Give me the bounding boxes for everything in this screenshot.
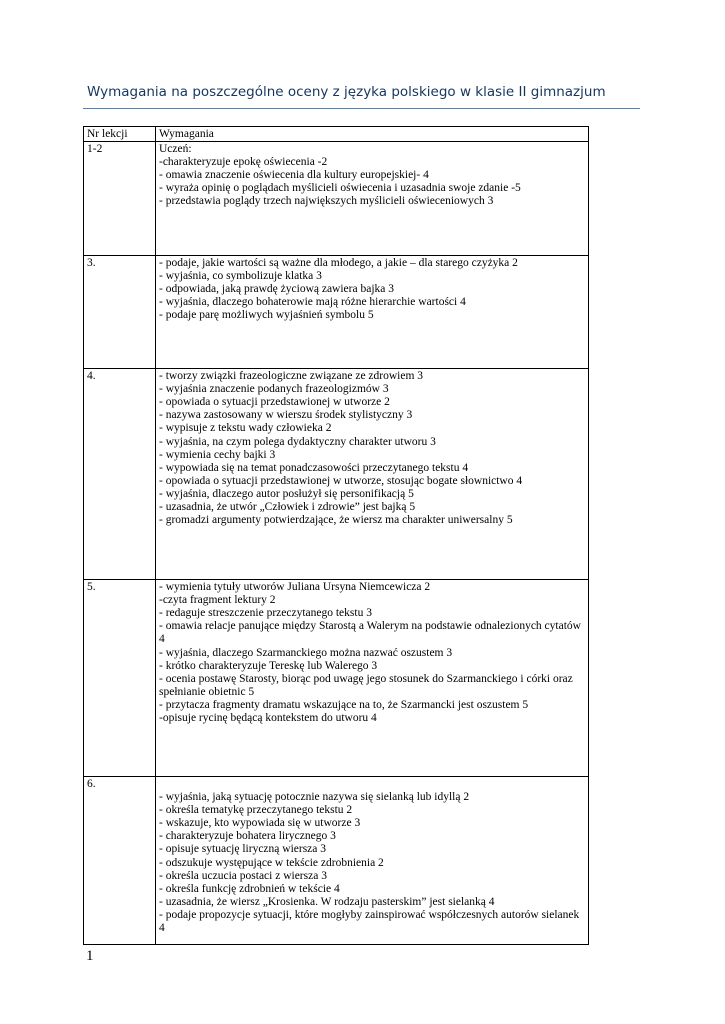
requirements-cell (156, 580, 589, 777)
requirements-cell (156, 142, 589, 256)
requirement-line: -opisuje rycinę będącą kontekstem do utworu 4 (159, 712, 377, 725)
document-title: Wymagania na poszczególne oceny z języka polskiego w klasie II gimnazjum (87, 84, 606, 100)
table-header-row (84, 127, 589, 142)
requirement-line: - przedstawia poglądy trzech największych myślicieli oświeceniowych 3 (159, 195, 494, 208)
requirement-line: - określa uczucia postaci z wiersza 3 (159, 869, 327, 882)
requirement-line: - wyjaśnia, na czym polega dydaktyczny charakter utworu 3 (159, 435, 436, 448)
lesson-cell: 5. (84, 580, 156, 777)
requirement-line: - opowiada o sytuacji przedstawionej w utworze 2 (159, 396, 390, 409)
requirement-line: - wyjaśnia, dlaczego bohaterowie mają różne hierarchie wartości 4 (159, 296, 466, 309)
requirement-line: - omawia znaczenie oświecenia dla kultury europejskiej- 4 (159, 169, 429, 182)
requirement-line: - wyraża opinię o poglądach myślicieli oświecenia i uzasadnia swoje zdanie -5 (159, 182, 521, 195)
table-row (84, 369, 589, 580)
requirement-line: - uzasadnia, że utwór „Człowiek i zdrowie” jest bajką 5 (159, 501, 416, 514)
cell-spacer (159, 778, 585, 791)
requirement-line: - wymienia cechy bajki 3 (159, 448, 276, 461)
table-row (84, 142, 589, 256)
requirement-line: - podaje parę możliwych wyjaśnień symbolu 5 (159, 309, 374, 322)
requirement-line: - krótko charakteryzuje Tereskę lub Walerego 3 (159, 659, 378, 672)
lesson-cell: 6. (84, 777, 156, 945)
requirements-table (83, 126, 589, 945)
requirement-line: - uzasadnia, że wiersz „Krosienka. W rodzaju pasterskim” jest sielanką 4 (159, 895, 495, 908)
requirement-line: -charakteryzuje epokę oświecenia -2 (159, 156, 328, 169)
lesson-cell: 3. (84, 256, 156, 369)
requirements-cell (156, 256, 589, 369)
table-row (84, 777, 589, 945)
table-row (84, 256, 589, 369)
requirement-line: - przytacza fragmenty dramatu wskazujące na to, że Szarmancki jest oszustem 5 (159, 698, 529, 711)
requirement-line: - opowiada o sytuacji przedstawionej w utworze, stosując bogate słownictwo 4 (159, 474, 523, 487)
requirement-line: - omawia relacje panujące między Starostą a Walerym na podstawie odnalezionych cytatów 4 (159, 620, 581, 646)
requirement-line: - wyjaśnia, co symbolizuje klatka 3 (159, 270, 322, 283)
requirement-line: - ocenia postawę Starosty, biorąc pod uwagę jego stosunek do Szarmanckiego i córki oraz spełnianie obietnic 5 (159, 672, 573, 698)
requirement-line: - tworzy związki frazeologiczne związane ze zdrowiem 3 (159, 370, 424, 383)
requirements-cell (156, 369, 589, 580)
requirement-line: - odszukuje występujące w tekście zdrobnienia 2 (159, 856, 384, 869)
requirement-line: - wyjaśnia, dlaczego Szarmanckiego można nazwać oszustem 3 (159, 646, 453, 659)
lesson-cell: 1-2 (84, 142, 156, 256)
requirement-line: - wskazuje, kto wypowiada się w utworze 3 (159, 817, 361, 830)
requirement-line: -czyta fragment lektury 2 (159, 594, 276, 607)
requirement-line: - wyjaśnia, jaką sytuację potocznie nazywa się sielanką lub idyllą 2 (159, 791, 470, 804)
page-number: 1 (86, 948, 94, 964)
requirement-line: - podaje, jakie wartości są ważne dla młodego, a jakie – dla starego czyżyka 2 (159, 257, 518, 270)
requirement-line: - wyjaśnia znaczenie podanych frazeologizmów 3 (159, 383, 389, 396)
requirement-line: - nazywa zastosowany w wierszu środek stylistyczny 3 (159, 409, 413, 422)
requirement-line: - gromadzi argumenty potwierdzające, że wiersz ma charakter uniwersalny 5 (159, 514, 513, 527)
requirement-line: - charakteryzuje bohatera lirycznego 3 (159, 830, 336, 843)
requirement-line: Uczeń: (159, 143, 192, 156)
header-requirements: Wymagania (156, 127, 589, 142)
requirement-line: - określa funkcję zdrobnień w tekście 4 (159, 882, 340, 895)
requirement-line: - wypisuje z tekstu wady człowieka 2 (159, 422, 332, 435)
requirement-line: - wyjaśnia, dlaczego autor posłużył się personifikacją 5 (159, 487, 414, 500)
requirement-line: - opisuje sytuację liryczną wiersza 3 (159, 843, 327, 856)
requirement-line: - określa tematykę przeczytanego tekstu 2 (159, 804, 353, 817)
requirement-line: - redaguje streszczenie przeczytanego tekstu 3 (159, 607, 372, 620)
lesson-cell: 4. (84, 369, 156, 580)
requirement-line: - wypowiada się na temat ponadczasowości przeczytanego tekstu 4 (159, 461, 469, 474)
requirement-line: - podaje propozycje sytuacji, które mogłyby zainspirować współczesnych autorów sielanek 4 (159, 908, 580, 935)
title-underline (83, 108, 640, 109)
requirement-line: - odpowiada, jaką prawdę życiową zawiera bajka 3 (159, 283, 394, 296)
requirement-line: - wymienia tytuły utworów Juliana Ursyna Niemcewicza 2 (159, 581, 431, 594)
requirements-cell (156, 777, 589, 945)
header-lesson-number: Nr lekcji (84, 127, 156, 142)
table-row (84, 580, 589, 777)
